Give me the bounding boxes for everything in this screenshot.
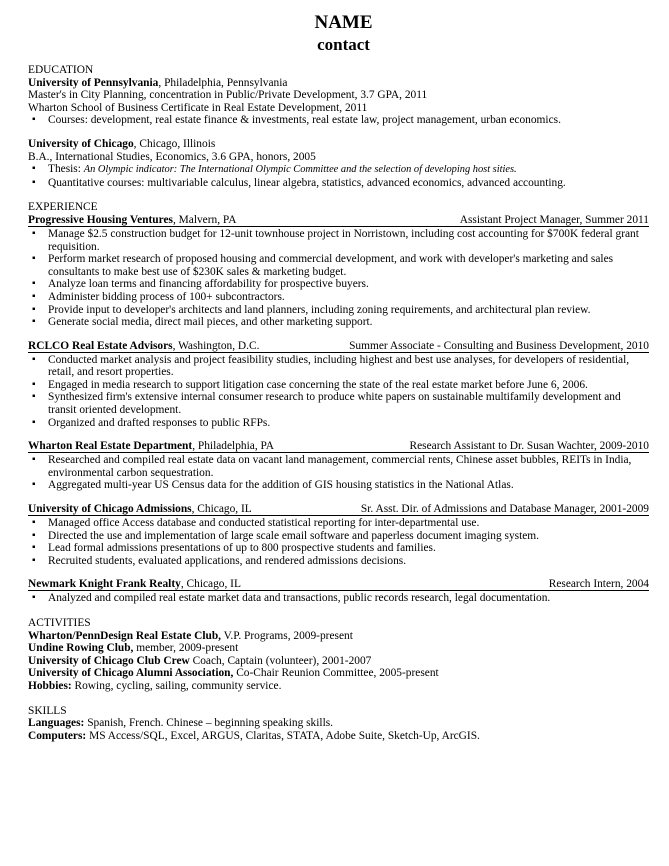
contact-info: contact bbox=[317, 35, 370, 54]
job-org: University of Chicago Admissions bbox=[28, 503, 192, 516]
degree-line: B.A., International Studies, Economics, 3.6 GPA, honors, 2005 bbox=[28, 150, 316, 163]
bullet-list bbox=[28, 114, 649, 127]
bullet-list bbox=[28, 354, 649, 430]
experience-heading: EXPERIENCE bbox=[28, 201, 98, 214]
job-header bbox=[28, 440, 649, 453]
thesis-item bbox=[28, 163, 649, 177]
list-item: ▪ Organized and drafted responses to public RFPs. bbox=[28, 417, 649, 430]
list-item: ▪ Quantitative courses: multivariable calculus, linear algebra, statistics, advanced economics, advanced accounting. bbox=[28, 177, 649, 190]
activities-list bbox=[28, 630, 649, 693]
list-item: ▪ Generate social media, direct mail pieces, and other marketing support. bbox=[28, 316, 649, 329]
list-item: ▪ Lead formal admissions presentations of up to 800 prospective students and families. bbox=[28, 542, 649, 555]
list-item: ▪ Engaged in media research to support litigation case concerning the state of the real estate market before June 6, 2006. bbox=[28, 379, 649, 392]
job-location: , Washington, D.C. bbox=[172, 339, 260, 352]
activity-item bbox=[28, 642, 649, 655]
job-org: Progressive Housing Ventures bbox=[28, 213, 173, 226]
list-item: ▪ Directed the use and implementation of large scale email software and paperless document imaging system. bbox=[28, 530, 649, 543]
education-section bbox=[28, 64, 649, 189]
list-item: ▪ Researched and compiled real estate data on vacant land management, commercial rents, Chinese asset bubbles, REITs in India, environmental carbon sequestration. bbox=[28, 454, 649, 479]
school-penn bbox=[28, 77, 649, 127]
activity-detail: V.P. Programs, 2009-present bbox=[221, 629, 353, 642]
activity-name: Hobbies: bbox=[28, 679, 72, 692]
job-location: , Malvern, PA bbox=[172, 213, 237, 226]
activity-name: University of Chicago Alumni Association, bbox=[28, 667, 234, 680]
job-location: , Chicago, IL bbox=[180, 578, 241, 591]
thesis-label: Thesis: bbox=[48, 163, 84, 176]
candidate-name: NAME bbox=[314, 12, 373, 33]
bullet-list bbox=[28, 228, 649, 329]
job-location: , Chicago, IL bbox=[191, 503, 252, 516]
list-item: ▪ Administer bidding process of 100+ subcontractors. bbox=[28, 291, 649, 304]
job-wharton bbox=[28, 440, 649, 492]
list-item: ▪ Provide input to developer's architects and land planners, including zoning requirements, and architectural plan review. bbox=[28, 304, 649, 317]
list-item: ▪ Synthesized firm's extensive internal consumer research to produce white papers on sustainable multifamily development and transit oriented development. bbox=[28, 391, 649, 416]
list-item: ▪ Recruited students, evaluated applications, and rendered admissions decisions. bbox=[28, 555, 649, 568]
degree-line: Wharton School of Business Certificate in Real Estate Development, 2011 bbox=[28, 101, 368, 114]
activity-name: Undine Rowing Club, bbox=[28, 642, 134, 655]
list-item: ▪ Managed office Access database and conducted statistical reporting for inter-departmental use. bbox=[28, 517, 649, 530]
school-uchicago bbox=[28, 138, 649, 189]
bullet-list bbox=[28, 517, 649, 567]
thesis-title: An Olympic indicator: The International Olympic Committee and the selection of developing host sities. bbox=[83, 164, 517, 176]
job-role: Research Intern, 2004 bbox=[548, 578, 649, 591]
job-header bbox=[28, 214, 649, 227]
bullet-list bbox=[28, 592, 649, 605]
school-location: , Philadelphia, Pennsylvania bbox=[158, 76, 288, 89]
activity-name: University of Chicago Club Crew bbox=[28, 654, 190, 667]
activity-detail: Rowing, cycling, sailing, community service. bbox=[71, 679, 282, 692]
school-name: University of Pennsylvania bbox=[28, 76, 159, 89]
list-item: ▪ Manage $2.5 construction budget for 12-unit townhouse project in Norristown, including cost accounting for $700K federal grant requisition. bbox=[28, 228, 649, 253]
resume-header bbox=[38, 12, 649, 55]
list-item: ▪ Conducted market analysis and project feasibility studies, including highest and best use analyses, for developers of residential, retail, and resort properties. bbox=[28, 354, 649, 379]
activity-item bbox=[28, 630, 649, 643]
skill-label: Languages: bbox=[28, 717, 85, 730]
job-org: Wharton Real Estate Department bbox=[28, 440, 193, 453]
job-role: Research Assistant to Dr. Susan Wachter, 2009-2010 bbox=[409, 440, 649, 453]
school-name: University of Chicago bbox=[28, 137, 134, 150]
job-progressive bbox=[28, 214, 649, 329]
activity-name: Wharton/PennDesign Real Estate Club, bbox=[28, 629, 222, 642]
job-header bbox=[28, 340, 649, 353]
school-location: , Chicago, Illinois bbox=[133, 137, 216, 150]
skill-item bbox=[28, 730, 649, 743]
job-header bbox=[28, 503, 649, 516]
list-item: ▪ Perform market research of proposed housing and commercial development, and work with developer's marketing and sales consultants to make best use of $230K sales & marketing budget. bbox=[28, 253, 649, 278]
list-item: ▪ Aggregated multi-year US Census data for the addition of GIS housing statistics in the National Atlas. bbox=[28, 479, 649, 492]
activity-detail: Co-Chair Reunion Committee, 2005-present bbox=[233, 667, 439, 680]
skills-heading: SKILLS bbox=[28, 704, 67, 717]
list-item: ▪ Analyze loan terms and financing affordability for prospective buyers. bbox=[28, 278, 649, 291]
skill-detail: Spanish, French. Chinese – beginning speaking skills. bbox=[84, 717, 334, 730]
job-header bbox=[28, 578, 649, 591]
job-role: Assistant Project Manager, Summer 2011 bbox=[459, 213, 649, 226]
bullet-list bbox=[28, 163, 649, 189]
activity-detail: member, 2009-present bbox=[133, 642, 239, 655]
job-newmark bbox=[28, 578, 649, 605]
skill-detail: MS Access/SQL, Excel, ARGUS, Claritas, STATA, Adobe Suite, Sketch-Up, ArcGIS. bbox=[86, 729, 480, 742]
education-heading: EDUCATION bbox=[28, 64, 94, 76]
job-org: RCLCO Real Estate Advisors bbox=[28, 339, 173, 352]
job-org: Newmark Knight Frank Realty bbox=[28, 578, 181, 591]
job-rclco bbox=[28, 340, 649, 430]
skill-label: Computers: bbox=[28, 729, 87, 742]
activity-item bbox=[28, 667, 649, 680]
job-uchicago-admissions bbox=[28, 503, 649, 567]
activity-item bbox=[28, 655, 649, 668]
skill-item bbox=[28, 717, 649, 730]
list-item: ▪ Courses: development, real estate finance & investments, real estate law, project management, urban economics. bbox=[28, 114, 649, 127]
job-role: Sr. Asst. Dir. of Admissions and Database Manager, 2001-2009 bbox=[360, 503, 649, 516]
activity-detail: Coach, Captain (volunteer), 2001-2007 bbox=[189, 654, 372, 667]
skills-list bbox=[28, 717, 649, 742]
job-role: Summer Associate - Consulting and Business Development, 2010 bbox=[349, 339, 649, 352]
activities-heading: ACTIVITIES bbox=[28, 617, 91, 629]
activity-item bbox=[28, 680, 649, 693]
list-item: ▪ Analyzed and compiled real estate market data and transactions, public records research, legal documentation. bbox=[28, 592, 649, 605]
job-location: , Philadelphia, PA bbox=[192, 440, 275, 453]
degree-line: Master's in City Planning, concentration in Public/Private Development, 3.7 GPA, 2011 bbox=[28, 89, 428, 102]
bullet-list bbox=[28, 454, 649, 492]
